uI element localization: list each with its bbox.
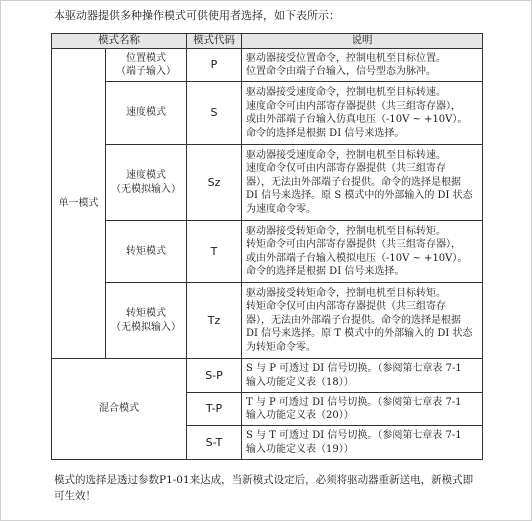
- mode-code-cell: Sz: [187, 145, 242, 221]
- mode-code-cell: S: [187, 82, 242, 145]
- intro-text: 本驱动器提供多种操作模式可供使用者选择，如下表所示：: [54, 9, 340, 22]
- description-line: DI 信号来选择。原 S 模式中的外部输入的 DI 状态: [246, 190, 473, 202]
- description-line: 器），无法由外部端子台提供。命令的选择是根据: [246, 314, 461, 326]
- single-mode-cell: 单一模式: [52, 49, 106, 359]
- mode-code-cell: S-P: [187, 359, 242, 393]
- table-row-s-p: [52, 359, 483, 393]
- header-mode-code: 模式代码: [187, 34, 242, 49]
- table-row-sz: [52, 145, 483, 221]
- mode-name-cell: [106, 221, 187, 283]
- table-row-p: [52, 49, 483, 82]
- description-line: S 与 P 可透过 DI 信号切换。（参阅第七章表 7-1: [246, 363, 462, 374]
- description-line: 输入功能定义表（19））: [246, 443, 354, 455]
- description-line: 转矩命令可由内部寄存器提供（共三组寄存器），: [246, 239, 461, 250]
- table-row-tz: [52, 283, 483, 359]
- mode-name-line: （无模拟输入）: [111, 183, 181, 195]
- mode-name-line: 速度模式: [126, 107, 166, 119]
- mode-name-line: （端子输入）: [116, 66, 176, 77]
- description-cell: [242, 283, 483, 359]
- description-line: 或由外部端子台输入模拟电压（-10V ~ +10V）。: [246, 252, 468, 264]
- mode-code-cell: P: [187, 49, 242, 82]
- mode-name-cell: [106, 82, 187, 145]
- description-line: 命令的选择是根据 DI 信号来选择。: [246, 266, 405, 277]
- header-description: 说明: [242, 34, 483, 49]
- mixed-mode-cell: 混合模式: [52, 359, 187, 460]
- description-line: 命令的选择是根据 DI 信号来选择。: [246, 127, 405, 139]
- description-line: 驱动器接受位置命令，控制电机至目标位置。: [246, 52, 446, 64]
- description-cell: [242, 49, 483, 82]
- mode-name-line: 速度模式: [126, 170, 166, 181]
- mode-name-cell: [106, 49, 187, 82]
- description-cell: [242, 426, 483, 460]
- description-cell: [242, 359, 483, 393]
- table-row-s: [52, 82, 483, 145]
- description-line: 转矩命令仅可由内部寄存器提供（共三组寄存: [246, 301, 446, 313]
- table-row-t: [52, 221, 483, 283]
- description-line: 器），无法由外部端子台提供。命令的选择是根据: [246, 176, 461, 188]
- mode-code-cell: S-T: [187, 426, 242, 460]
- mode-code-cell: T: [187, 221, 242, 283]
- description-line: 位置命令由端子台输入，信号型态为脉冲。: [246, 66, 436, 77]
- description-line: 驱动器接受转矩命令，控制电机至目标转矩。: [246, 287, 446, 299]
- description-line: S 与 T 可透过 DI 信号切换。（参阅第七章表 7-1: [246, 430, 462, 441]
- description-line: 速度命令可由内部寄存器提供（共三组寄存器），: [246, 100, 461, 112]
- description-cell: [242, 82, 483, 145]
- description-line: DI 信号来选择。原 T 模式中的外部输入的 DI 状态: [246, 328, 473, 340]
- mode-name-line: （无模拟输入）: [111, 321, 181, 333]
- mode-code-cell: T-P: [187, 393, 242, 426]
- operation-mode-table: [51, 33, 483, 460]
- description-line: T 与 P 可透过 DI 信号切换。（参阅第七章表 7-1: [246, 396, 462, 408]
- mode-name-cell: [106, 145, 187, 221]
- mode-name-line: 转矩模式: [126, 308, 166, 319]
- header-mode-name: 模式名称: [52, 34, 187, 49]
- description-line: 速度命令仅可由内部寄存器提供（共三组寄存: [246, 163, 446, 175]
- description-line: 输入功能定义表（20））: [246, 410, 354, 421]
- mode-name-line: 转矩模式: [126, 245, 166, 257]
- footnote-text: 模式的选择是透过参数P1-01来达成，当新模式设定后，必须将驱动器重新送电，新模式即可生效！: [54, 474, 474, 502]
- mode-name-cell: [106, 283, 187, 359]
- description-line: 驱动器接受转矩命令，控制电机至目标转矩。: [246, 225, 446, 237]
- description-line: 驱动器接受速度命令，控制电机至目标转速。: [246, 149, 446, 161]
- mode-name-line: 位置模式: [126, 52, 166, 64]
- description-line: 为速度命令零。: [246, 203, 316, 215]
- description-cell: [242, 221, 483, 283]
- description-line: 或由外部端子台输入仿真电压（-10V ~ +10V）。: [246, 114, 468, 125]
- description-cell: [242, 393, 483, 426]
- description-line: 输入功能定义表（18））: [246, 376, 354, 388]
- mode-code-cell: Tz: [187, 283, 242, 359]
- description-line: 驱动器接受速度命令，控制电机至目标转速。: [246, 87, 446, 98]
- description-line: 为转矩命令零。: [246, 341, 316, 353]
- table-header-row: [52, 34, 483, 49]
- description-cell: [242, 145, 483, 221]
